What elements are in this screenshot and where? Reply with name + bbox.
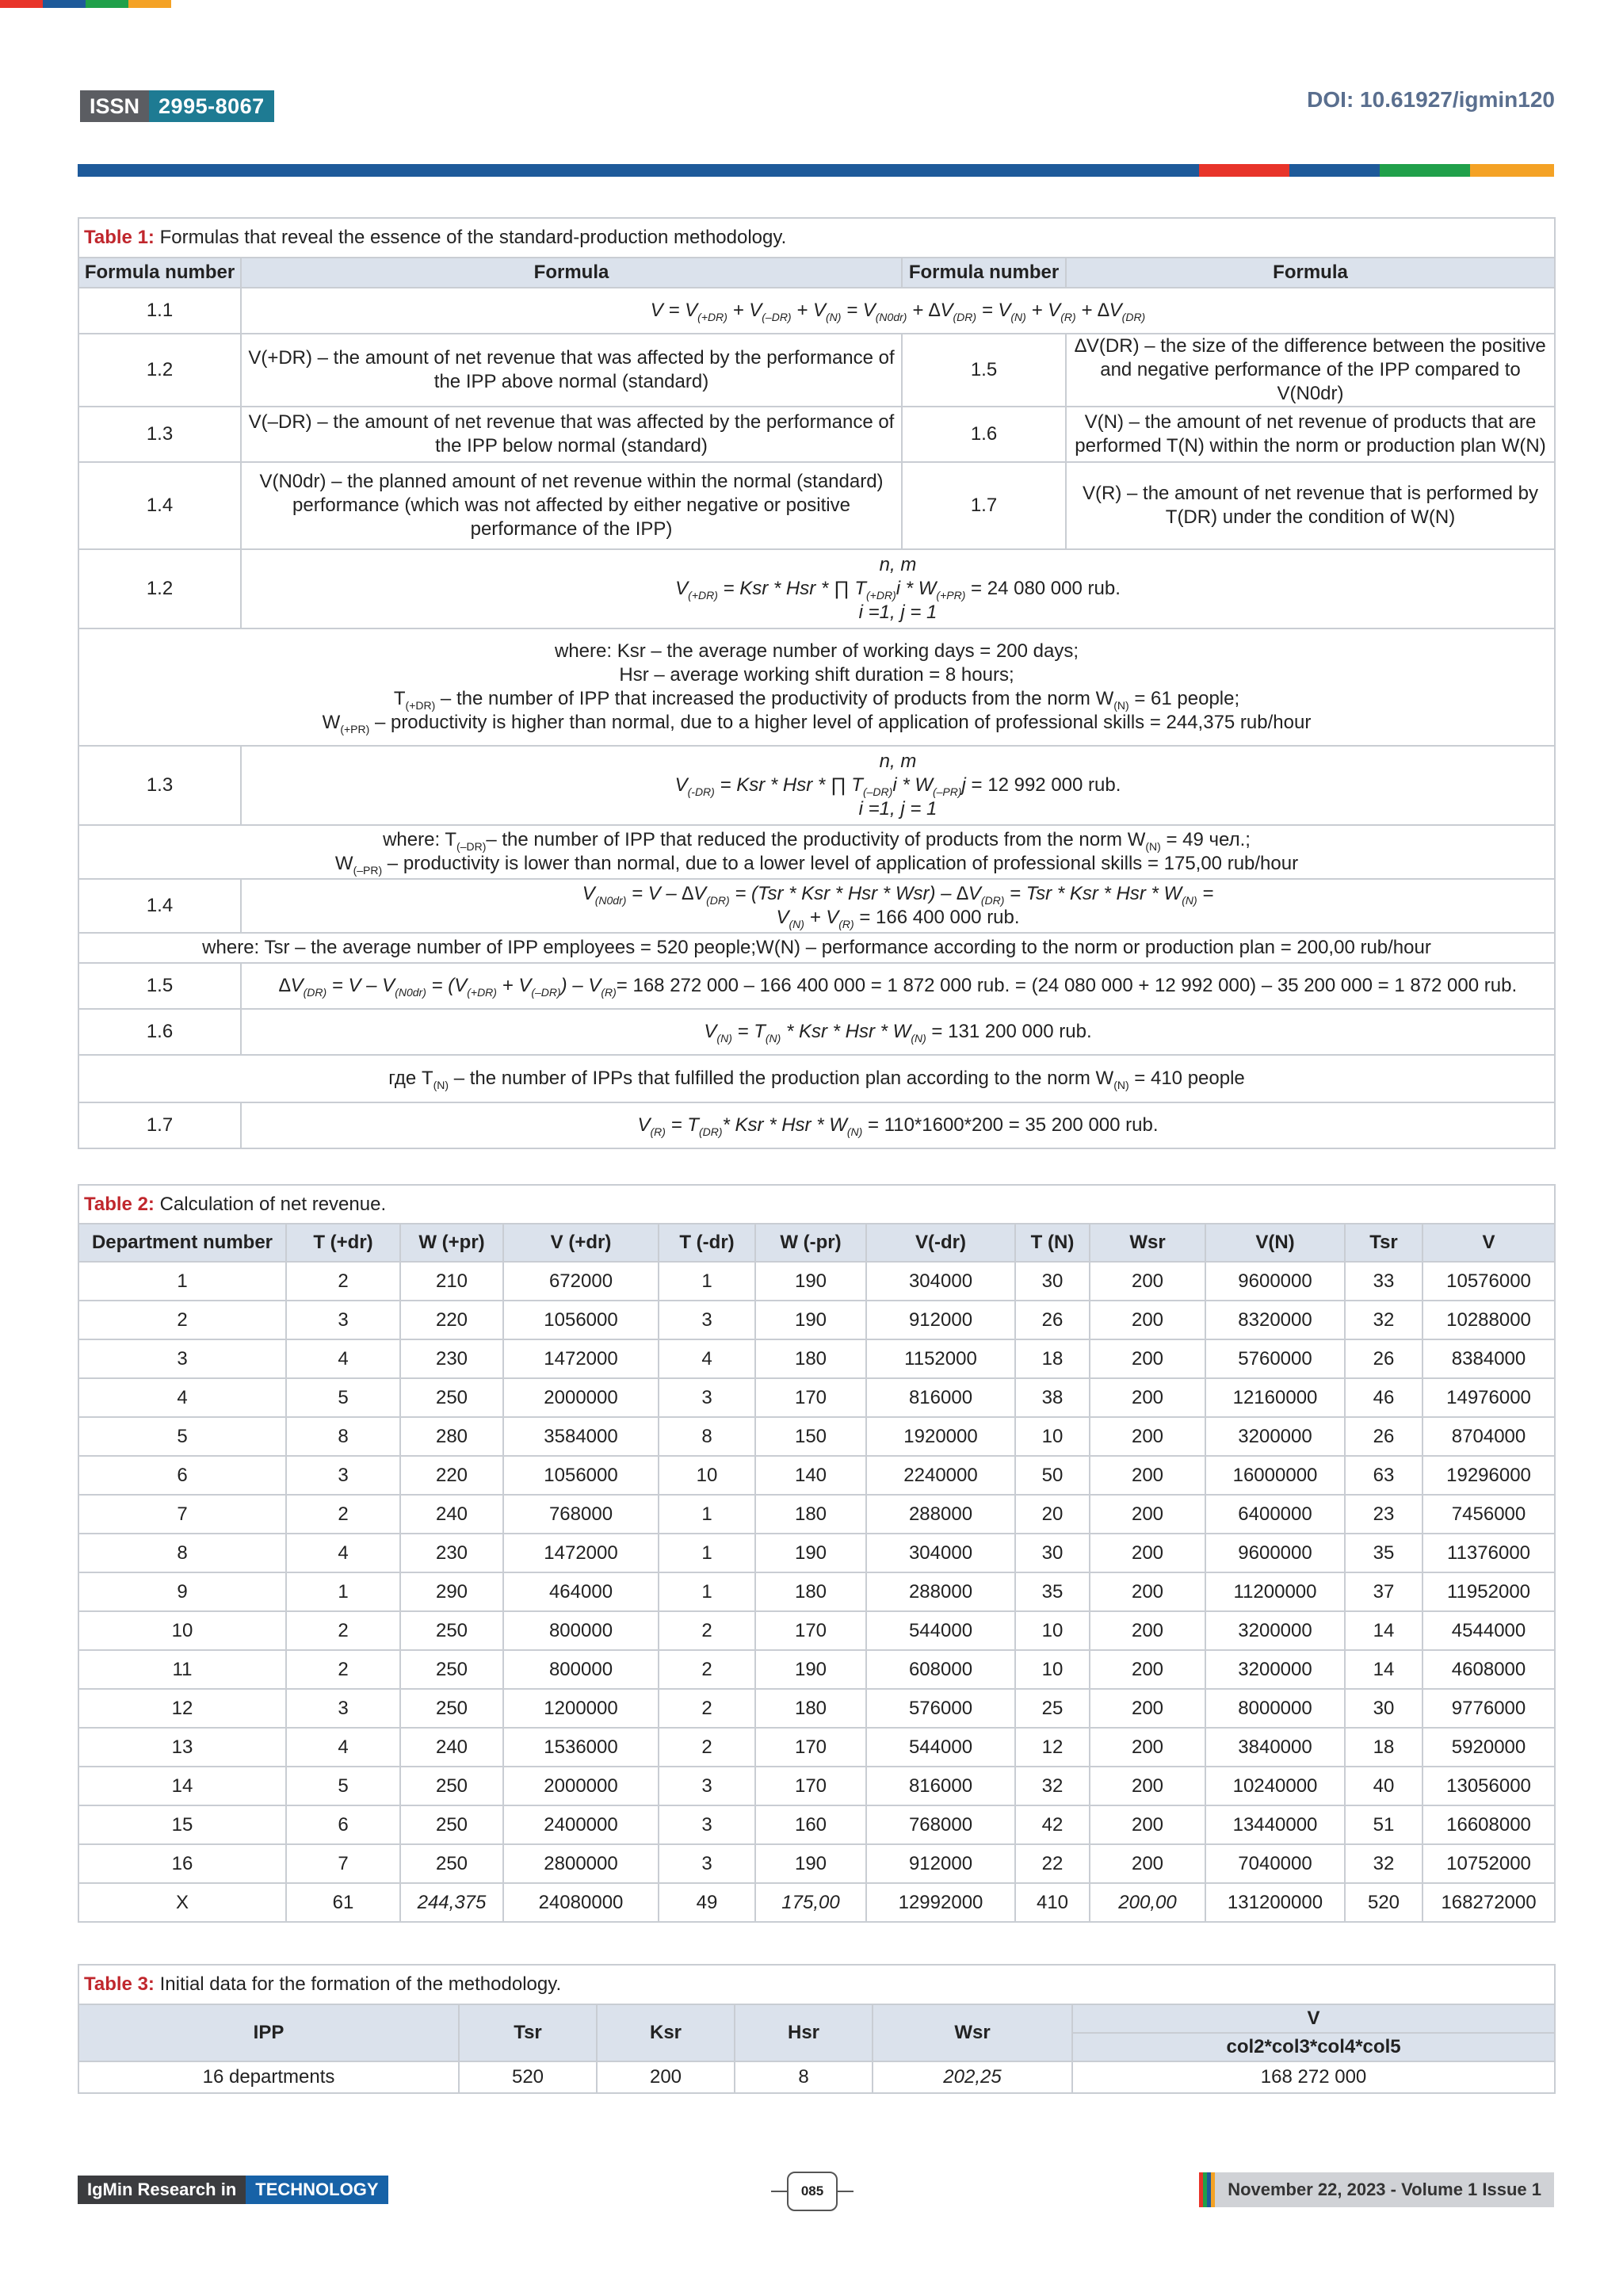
table-cell: 32 — [1345, 1301, 1423, 1339]
table-cell: 10288000 — [1423, 1301, 1555, 1339]
table-row — [78, 1728, 1555, 1767]
table-cell: 131200000 — [1205, 1883, 1345, 1922]
table-cell: 1056000 — [503, 1456, 659, 1495]
definition-delta-v-dr: ∆V(DR) – the size of the difference between the positive and negative performance of the IPP compared to V(N0dr) — [1066, 334, 1555, 407]
table-cell: 230 — [400, 1339, 503, 1378]
table-cell: 250 — [400, 1805, 503, 1844]
table-cell: 5920000 — [1423, 1728, 1555, 1767]
table-row — [78, 1378, 1555, 1417]
table-cell: 3 — [659, 1378, 755, 1417]
table-cell: 2 — [286, 1611, 400, 1650]
table-cell: 14 — [78, 1767, 286, 1805]
table-cell: 2400000 — [503, 1805, 659, 1844]
definition-v-plus-dr: V(+DR) – the amount of net revenue that was affected by the performance of the IPP above normal (standard) — [241, 334, 902, 407]
table-row: 16 departments 520 200 8 202,25 168 272 000 — [78, 2061, 1555, 2093]
table-cell: 190 — [755, 1301, 866, 1339]
table-cell: 13440000 — [1205, 1805, 1345, 1844]
table-cell: 168272000 — [1423, 1883, 1555, 1922]
table-cell: 9 — [78, 1572, 286, 1611]
table-row — [78, 825, 1555, 879]
col-header: W (+pr) — [400, 1224, 503, 1262]
table-cell: 200 — [1090, 1844, 1205, 1883]
table-cell: 12992000 — [866, 1883, 1015, 1922]
col-header: T (+dr) — [286, 1224, 400, 1262]
table-cell: 7040000 — [1205, 1844, 1345, 1883]
table-cell: 11 — [78, 1650, 286, 1689]
table-cell: 14976000 — [1423, 1378, 1555, 1417]
table-cell: 20 — [1015, 1495, 1090, 1534]
col-header: Tsr — [1345, 1224, 1423, 1262]
table-cell: 32 — [1345, 1844, 1423, 1883]
table-cell: 5760000 — [1205, 1339, 1345, 1378]
formula-1-4: $V_{(N0dr)} = V - \Delta V_{(DR)} = (Tsr$ * Ksr * Hsr * $Wsr) - \Delta V_{(DR)}$ = Tsr * Ksr * Hsr * $W_{(N)}$ = $V_{(N)} + V_{(R)} = 166$ 400 000 rub. — [241, 879, 1555, 933]
col-header: V — [1423, 1224, 1555, 1262]
table-cell: 6400000 — [1205, 1495, 1345, 1534]
table-cell: 912000 — [866, 1844, 1015, 1883]
table-cell: 200 — [1090, 1456, 1205, 1495]
table-cell: 15 — [78, 1805, 286, 1844]
table-cell: 576000 — [866, 1689, 1015, 1728]
table-cell: 3200000 — [1205, 1611, 1345, 1650]
table-cell: 3 — [659, 1805, 755, 1844]
table-cell: 49 — [659, 1883, 755, 1922]
table-cell: 200,00 — [1090, 1883, 1205, 1922]
table-cell: 8000000 — [1205, 1689, 1345, 1728]
table-cell: 11952000 — [1423, 1572, 1555, 1611]
table-cell: 544000 — [866, 1611, 1015, 1650]
table-cell: 230 — [400, 1534, 503, 1572]
formula-1-7: $V_{(R)} = T_{(DR)}*$ Ksr * Hsr * $W_{(N)} = 110*1600*200 = 35$ 200 000 rub. — [241, 1102, 1555, 1148]
table-cell: 3200000 — [1205, 1417, 1345, 1456]
table-cell: 13 — [78, 1728, 286, 1767]
col-header: Hsr — [735, 2004, 873, 2061]
table-cell: 2 — [286, 1650, 400, 1689]
table-cell: 4608000 — [1423, 1650, 1555, 1689]
table-cell: 200 — [1090, 1378, 1205, 1417]
table-cell: 200 — [1090, 1611, 1205, 1650]
where-block-3: where: Tsr – the average number of IPP employees = 520 people;W(N) – performance according to the norm or production plan = 200,00 rub/hour — [78, 933, 1555, 963]
table-cell: 11376000 — [1423, 1534, 1555, 1572]
table-cell: 304000 — [866, 1262, 1015, 1301]
table-cell: 61 — [286, 1883, 400, 1922]
table-row — [78, 933, 1555, 963]
table-row: 1.2 V(+DR) – the amount of net revenue that was affected by the performance of the IPP above normal (standard) 1.5 ∆V(DR) – the size of the difference between the positive and negative performance of the IPP compared to V(N0dr) — [78, 334, 1555, 407]
table-cell: 200 — [1090, 1572, 1205, 1611]
table-cell: 12160000 — [1205, 1378, 1345, 1417]
table-cell: 2 — [659, 1611, 755, 1650]
table-cell: 23 — [1345, 1495, 1423, 1534]
table-cell: 410 — [1015, 1883, 1090, 1922]
table-cell: 240 — [400, 1728, 503, 1767]
table-cell: 2000000 — [503, 1378, 659, 1417]
table-cell: 3 — [286, 1301, 400, 1339]
table-cell: 1 — [659, 1262, 755, 1301]
table-cell: 2240000 — [866, 1456, 1015, 1495]
table-cell: 2 — [286, 1262, 400, 1301]
table-cell: 10752000 — [1423, 1844, 1555, 1883]
table-row — [78, 1495, 1555, 1534]
col-header: T (-dr) — [659, 1224, 755, 1262]
table-cell: 544000 — [866, 1728, 1015, 1767]
table-row — [78, 1883, 1555, 1922]
table-cell: 30 — [1015, 1262, 1090, 1301]
table-cell: 800000 — [503, 1611, 659, 1650]
table-cell: 4 — [286, 1534, 400, 1572]
where-block-4: где $T_{(N)}$ – the number of IPPs that fulfilled the production plan according to the norm $W_{(N)} = 410$ people — [78, 1055, 1555, 1102]
table-cell: 8320000 — [1205, 1301, 1345, 1339]
table-cell: 12 — [78, 1689, 286, 1728]
table-cell: 8 — [78, 1534, 286, 1572]
table-cell: 912000 — [866, 1301, 1015, 1339]
table-cell: 51 — [1345, 1805, 1423, 1844]
table-cell: 24080000 — [503, 1883, 659, 1922]
table-cell: 63 — [1345, 1456, 1423, 1495]
col-header: Ksr — [597, 2004, 735, 2061]
table-cell: 250 — [400, 1844, 503, 1883]
table-cell: 14 — [1345, 1650, 1423, 1689]
table-cell: 180 — [755, 1339, 866, 1378]
table-cell: 4 — [286, 1339, 400, 1378]
table-cell: 1 — [659, 1534, 755, 1572]
table-row — [78, 1805, 1555, 1844]
table-cell: 8 — [286, 1417, 400, 1456]
table-cell: 2000000 — [503, 1767, 659, 1805]
table-cell: 3 — [659, 1301, 755, 1339]
table-cell: 9600000 — [1205, 1262, 1345, 1301]
table-cell: 672000 — [503, 1262, 659, 1301]
table-cell: 3 — [286, 1456, 400, 1495]
table-3-initial-data — [78, 1964, 1556, 2094]
table-cell: 4 — [78, 1378, 286, 1417]
col-header: W (-pr) — [755, 1224, 866, 1262]
table-cell: 18 — [1345, 1728, 1423, 1767]
table-cell: 46 — [1345, 1378, 1423, 1417]
table-cell: 170 — [755, 1378, 866, 1417]
table-cell: 200 — [1090, 1650, 1205, 1689]
table-cell: 26 — [1015, 1301, 1090, 1339]
table-cell: 5 — [78, 1417, 286, 1456]
table-row — [78, 1055, 1555, 1102]
table-cell: 10 — [1015, 1650, 1090, 1689]
table-cell: 12 — [1015, 1728, 1090, 1767]
table-row — [78, 1844, 1555, 1883]
table-cell: 16 — [78, 1844, 286, 1883]
formula-1-5: $\Delta V_{(DR)} = V - V_{(N0dr)} = (V_{(+DR)} + V_{(-DR)}) - V_{(R)}= 168$ 272 000 – 166 400 000 = 1 872 000 rub. = (24 080 000 + 12 992 000) – 35 200 000 = 1 872 000 rub. — [241, 963, 1555, 1009]
table-cell: 10 — [1015, 1611, 1090, 1650]
table-cell: 3584000 — [503, 1417, 659, 1456]
table-cell: 2 — [78, 1301, 286, 1339]
table-cell: 42 — [1015, 1805, 1090, 1844]
issn-value: 2995-8067 — [149, 90, 274, 122]
table-row — [78, 1650, 1555, 1689]
table-cell: 1 — [286, 1572, 400, 1611]
table-cell: 2 — [286, 1495, 400, 1534]
table-cell: 210 — [400, 1262, 503, 1301]
table-cell: 4 — [659, 1339, 755, 1378]
formula-1-6: $V_{(N)} = T_{(N)}$ * Ksr * Hsr * $W_{(N)} = 131$ 200 000 rub. — [241, 1009, 1555, 1055]
col-header: V(N) — [1205, 1224, 1345, 1262]
top-color-bar — [0, 0, 171, 8]
table-cell: 1152000 — [866, 1339, 1015, 1378]
table-cell: 190 — [755, 1534, 866, 1572]
table-row: 1.3 n, m $V_{(-DR)}$ = Ksr * Hsr * ∏ $T_{(-DR)}i * W_{(-PR)}j = 12$ 992 000 rub. i =1, j = 1 — [78, 746, 1555, 825]
table-cell: 180 — [755, 1689, 866, 1728]
table-cell: 16608000 — [1423, 1805, 1555, 1844]
table-cell: 816000 — [866, 1378, 1015, 1417]
col-header: V (+dr) — [503, 1224, 659, 1262]
table-cell: 304000 — [866, 1534, 1015, 1572]
col-header: col2*col3*col4*col5 — [1072, 2033, 1555, 2061]
table-cell: 25 — [1015, 1689, 1090, 1728]
table-cell: 10 — [659, 1456, 755, 1495]
table-cell: 200 — [1090, 1301, 1205, 1339]
col-header: Formula — [241, 258, 902, 288]
table-cell: 4 — [286, 1728, 400, 1767]
issue-date-badge: November 22, 2023 - Volume 1 Issue 1 — [1199, 2172, 1554, 2207]
journal-badge: IgMin Research in TECHNOLOGY — [78, 2176, 388, 2204]
table-cell: 18 — [1015, 1339, 1090, 1378]
table-cell: 250 — [400, 1689, 503, 1728]
table-cell: 175,00 — [755, 1883, 866, 1922]
table-cell: 170 — [755, 1767, 866, 1805]
table-cell: 33 — [1345, 1262, 1423, 1301]
table-cell: 3840000 — [1205, 1728, 1345, 1767]
table-cell: 1920000 — [866, 1417, 1015, 1456]
table-cell: 200 — [1090, 1417, 1205, 1456]
table-cell: 2 — [659, 1689, 755, 1728]
table-cell: 180 — [755, 1495, 866, 1534]
header-stripe — [78, 164, 1554, 177]
table-cell: 250 — [400, 1611, 503, 1650]
where-block-1: where: Ksr – the average number of working days = 200 days; Hsr – average working shift duration = 8 hours; $T_{(+DR)}$ – the number of IPP that increased the productivity of products from the norm $W_{(N)} = 61$ people; $W_{(+PR)}$ – productivity is higher than normal, due to a higher level of application of professional skills = 244,375 rub/hour — [78, 628, 1555, 746]
table-cell: 280 — [400, 1417, 503, 1456]
col-header: Wsr — [1090, 1224, 1205, 1262]
table-cell: 2 — [659, 1728, 755, 1767]
table-cell: 1472000 — [503, 1339, 659, 1378]
table-cell: 220 — [400, 1456, 503, 1495]
definition-v-n: V(N) – the amount of net revenue of products that are performed T(N) within the norm or production plan W(N) — [1066, 407, 1555, 462]
table-cell: 200 — [1090, 1689, 1205, 1728]
table-row — [78, 1301, 1555, 1339]
table-row: 1.1 $V = V_{(+DR)} + V_{(-DR)} + V_{(N)} = V_{(N0dr)} + \Delta V_{(DR)} = V_{(N)} + V_{(R)} + \Delta V_{(DR)}$ — [78, 288, 1555, 334]
table-1-formulas — [78, 217, 1556, 1149]
table-cell: 1 — [659, 1495, 755, 1534]
table-cell: 6 — [286, 1805, 400, 1844]
issn-badge — [80, 90, 274, 122]
table-cell: 8384000 — [1423, 1339, 1555, 1378]
table-cell: 19296000 — [1423, 1456, 1555, 1495]
table-cell: 768000 — [866, 1805, 1015, 1844]
col-header: Formula number — [902, 258, 1066, 288]
formula-1-2: n, m $V_{(+DR)}$ = Ksr * Hsr * ∏ $T_{(+DR)}i * W_{(+PR)} = 24$ 080 000 rub. i =1, j = 1 — [241, 549, 1555, 628]
col-header: Formula — [1066, 258, 1555, 288]
table-cell: 1536000 — [503, 1728, 659, 1767]
table-cell: 220 — [400, 1301, 503, 1339]
table-cell: 170 — [755, 1611, 866, 1650]
table-cell: 4544000 — [1423, 1611, 1555, 1650]
table-cell: 290 — [400, 1572, 503, 1611]
table-cell: 200 — [1090, 1262, 1205, 1301]
table-cell: 250 — [400, 1767, 503, 1805]
table-cell: 2800000 — [503, 1844, 659, 1883]
col-header: Department number — [78, 1224, 286, 1262]
table-cell: 10240000 — [1205, 1767, 1345, 1805]
table-cell: 8704000 — [1423, 1417, 1555, 1456]
formula-1-3: n, m $V_{(-DR)}$ = Ksr * Hsr * ∏ $T_{(-DR)}i * W_{(-PR)}j = 12$ 992 000 rub. i =1, j = 1 — [241, 746, 1555, 825]
issn-label: ISSN — [80, 90, 149, 122]
table-cell: 16000000 — [1205, 1456, 1345, 1495]
table-3-caption: Table 3: Initial data for the formation of the methodology. — [78, 1965, 1555, 2004]
table-row: 1.4 V(N0dr) – the planned amount of net revenue within the normal (standard) performance (which was not affected by either negative or positive performance of the IPP) 1.7 V(R) – the amount of net revenue that is performed by T(DR) under the condition of W(N) — [78, 462, 1555, 549]
table-row — [78, 1767, 1555, 1805]
table-cell: 160 — [755, 1805, 866, 1844]
table-row — [78, 1339, 1555, 1378]
table-cell: 3 — [659, 1844, 755, 1883]
col-header: IPP — [78, 2004, 459, 2061]
definition-v-minus-dr: V(–DR) – the amount of net revenue that was affected by the performance of the IPP below normal (standard) — [241, 407, 902, 462]
table-cell: 3200000 — [1205, 1650, 1345, 1689]
table-row: 1.4 $V_{(N0dr)} = V - \Delta V_{(DR)} = (Tsr$ * Ksr * Hsr * $Wsr) - \Delta V_{(DR)}$ = Tsr * Ksr * Hsr * $W_{(N)}$ = $V_{(N)} + V_{(R)} = 166$ 400 000 rub. — [78, 879, 1555, 933]
table-cell: 35 — [1345, 1534, 1423, 1572]
table-cell: 7456000 — [1423, 1495, 1555, 1534]
table-cell: 37 — [1345, 1572, 1423, 1611]
table-cell: 1 — [78, 1262, 286, 1301]
table-cell: 288000 — [866, 1572, 1015, 1611]
table-cell: 190 — [755, 1650, 866, 1689]
table-cell: 244,375 — [400, 1883, 503, 1922]
table-cell: 13056000 — [1423, 1767, 1555, 1805]
table-cell: 520 — [1345, 1883, 1423, 1922]
table-cell: 40 — [1345, 1767, 1423, 1805]
table-cell: 9600000 — [1205, 1534, 1345, 1572]
table-cell: 10576000 — [1423, 1262, 1555, 1301]
table-cell: X — [78, 1883, 286, 1922]
table-cell: 26 — [1345, 1417, 1423, 1456]
table-cell: 200 — [1090, 1805, 1205, 1844]
table-cell: 288000 — [866, 1495, 1015, 1534]
table-cell: 1 — [659, 1572, 755, 1611]
table-cell: 22 — [1015, 1844, 1090, 1883]
table-cell: 1472000 — [503, 1534, 659, 1572]
table-cell: 50 — [1015, 1456, 1090, 1495]
table-cell: 7 — [78, 1495, 286, 1534]
table-cell: 3 — [286, 1689, 400, 1728]
table-cell: 180 — [755, 1572, 866, 1611]
table-cell: 200 — [1090, 1534, 1205, 1572]
table-row — [78, 1611, 1555, 1650]
table-cell: 8 — [659, 1417, 755, 1456]
table-cell: 200 — [1090, 1339, 1205, 1378]
table-cell: 250 — [400, 1650, 503, 1689]
table-cell: 3 — [78, 1339, 286, 1378]
table-cell: 38 — [1015, 1378, 1090, 1417]
table-cell: 11200000 — [1205, 1572, 1345, 1611]
table-cell: 2 — [659, 1650, 755, 1689]
table-cell: 30 — [1345, 1689, 1423, 1728]
col-header: Tsr — [459, 2004, 597, 2061]
table-cell: 14 — [1345, 1611, 1423, 1650]
table-cell: 26 — [1345, 1339, 1423, 1378]
table-cell: 3 — [659, 1767, 755, 1805]
table-cell: 7 — [286, 1844, 400, 1883]
table-row: 1.2 n, m $V_{(+DR)}$ = Ksr * Hsr * ∏ $T_{(+DR)}i * W_{(+PR)} = 24$ 080 000 rub. i =1, j = 1 — [78, 549, 1555, 628]
table-row: 1.5 $\Delta V_{(DR)} = V - V_{(N0dr)} = (V_{(+DR)} + V_{(-DR)}) - V_{(R)}= 168$ 272 000 – 166 400 000 = 1 872 000 rub. = (24 080 000 + 12 992 000) – 35 200 000 = 1 872 000 rub. — [78, 963, 1555, 1009]
col-header: Formula number — [78, 258, 241, 288]
table-cell: 1056000 — [503, 1301, 659, 1339]
col-header: V — [1072, 2004, 1555, 2033]
table-cell: 140 — [755, 1456, 866, 1495]
table-1-caption: Table 1: Formulas that reveal the essence of the standard-production methodology. — [78, 218, 1555, 258]
table-cell: 200 — [1090, 1495, 1205, 1534]
table-cell: 10 — [1015, 1417, 1090, 1456]
table-cell: 816000 — [866, 1767, 1015, 1805]
table-cell: 608000 — [866, 1650, 1015, 1689]
table-2-caption: Table 2: Calculation of net revenue. — [78, 1185, 1555, 1224]
col-header: V(-dr) — [866, 1224, 1015, 1262]
formula-1-1: $V = V_{(+DR)} + V_{(-DR)} + V_{(N)} = V_{(N0dr)} + \Delta V_{(DR)} = V_{(N)} + V_{(R)} + \Delta V_{(DR)}$ — [241, 288, 1555, 334]
table-cell: 1200000 — [503, 1689, 659, 1728]
doi-link[interactable]: DOI: 10.61927/igmin120 — [1307, 87, 1555, 112]
table-row — [78, 1262, 1555, 1301]
definition-v-n0dr: V(N0dr) – the planned amount of net revenue within the normal (standard) performance (which was not affected by either negative or positive performance of the IPP) — [241, 462, 902, 549]
table-row — [78, 628, 1555, 746]
table-cell: 200 — [1090, 1767, 1205, 1805]
table-cell: 190 — [755, 1844, 866, 1883]
table-row — [78, 1572, 1555, 1611]
col-header: T (N) — [1015, 1224, 1090, 1262]
table-cell: 170 — [755, 1728, 866, 1767]
table-cell: 250 — [400, 1378, 503, 1417]
table-row — [78, 1456, 1555, 1495]
table-row: 1.3 V(–DR) – the amount of net revenue that was affected by the performance of the IPP below normal (standard) 1.6 V(N) – the amount of net revenue of products that are performed T(N) within the norm or production plan W(N) — [78, 407, 1555, 462]
table-row — [78, 1689, 1555, 1728]
table-cell: 464000 — [503, 1572, 659, 1611]
table-cell: 240 — [400, 1495, 503, 1534]
table-cell: 10 — [78, 1611, 286, 1650]
table-cell: 190 — [755, 1262, 866, 1301]
table-row — [78, 1534, 1555, 1572]
page-number: 085 — [787, 2172, 838, 2211]
table-row: 1.7 $V_{(R)} = T_{(DR)}*$ Ksr * Hsr * $W_{(N)} = 110*1600*200 = 35$ 200 000 rub. — [78, 1102, 1555, 1148]
table-cell: 800000 — [503, 1650, 659, 1689]
table-2-net-revenue — [78, 1184, 1556, 1923]
table-cell: 768000 — [503, 1495, 659, 1534]
table-cell: 6 — [78, 1456, 286, 1495]
table-cell: 5 — [286, 1378, 400, 1417]
table-cell: 150 — [755, 1417, 866, 1456]
table-cell: 9776000 — [1423, 1689, 1555, 1728]
table-row — [78, 1417, 1555, 1456]
where-block-2: where: $T_{(-DR)}-$ the number of IPP that reduced the productivity of products from the norm $W_{(N)} = 49$ чел.; $W_{(-PR)}$ – productivity is lower than normal, due to a lower level of application of professional skills = 175,00 rub/hour — [78, 825, 1555, 879]
table-cell: 32 — [1015, 1767, 1090, 1805]
col-header: Wsr — [873, 2004, 1072, 2061]
table-cell: 200 — [1090, 1728, 1205, 1767]
table-cell: 35 — [1015, 1572, 1090, 1611]
table-cell: 5 — [286, 1767, 400, 1805]
definition-v-r: V(R) – the amount of net revenue that is performed by T(DR) under the condition of W(N) — [1066, 462, 1555, 549]
table-row: 1.6 $V_{(N)} = T_{(N)}$ * Ksr * Hsr * $W_{(N)} = 131$ 200 000 rub. — [78, 1009, 1555, 1055]
table-cell: 30 — [1015, 1534, 1090, 1572]
